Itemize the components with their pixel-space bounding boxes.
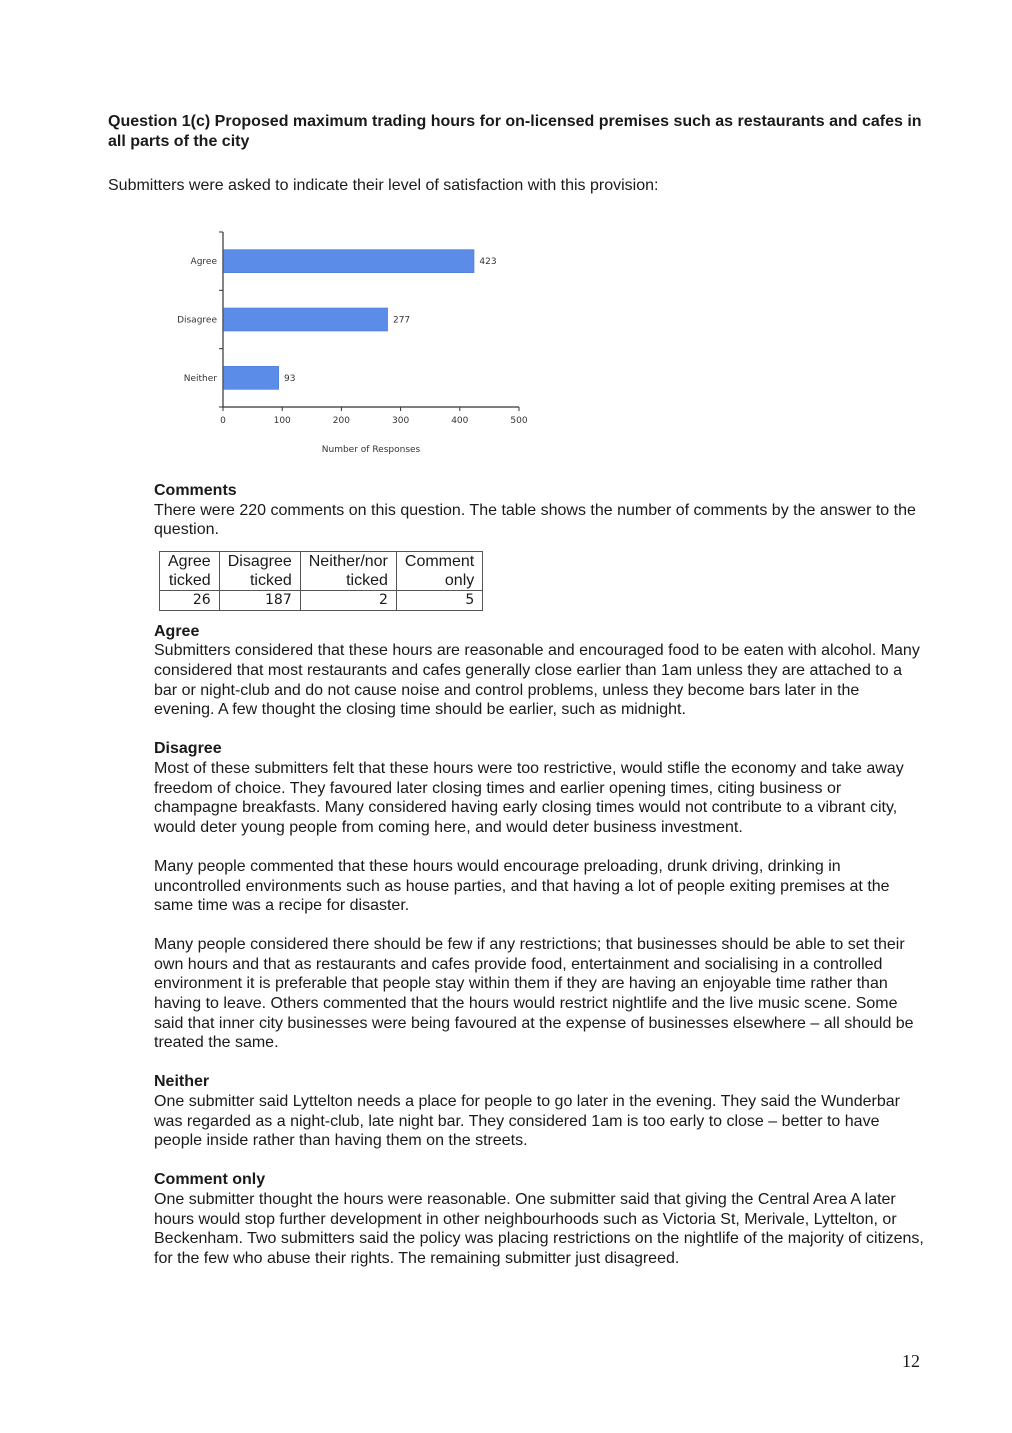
bar-neither [224,366,279,389]
section-disagree-paragraph-3: Many people considered there should be few if any restrictions; that businesses should be able to set their own hours and that as restaurants and cafes provide food, entertainment and socialising in a controlled environment it is preferable that people stay within them if they are having an enjoyable time rather than having to leave. Others commented that the hours would restrict nightlife and the live music scene. Some said that inner city businesses were being favoured at the expense of businesses elsewhere – all should be treated the same. [154,936,914,1052]
col-header-comment-only: Comment only [396,551,482,590]
bar-agree [224,250,474,273]
section-agree-paragraph: Submitters considered that these hours are reasonable and encouraged food to be eaten with alcohol. Many considered that most restaurants and cafes generally close earlier than 1am unless they are attached to a bar or night-club and do not cause noise and control problems, unless they become bars later in the evening. A few thought the closing time should be earlier, such as midnight. [154,642,920,719]
category-label: Agree [190,257,217,268]
cell-agree-count: 26 [160,590,220,610]
comments-table-header-row [160,551,483,590]
bar-disagree [224,308,388,331]
cell-neither-count: 2 [300,590,396,610]
comments-content [154,481,924,1268]
section-disagree-paragraph-2: Many people commented that these hours would encourage preloading, drunk driving, drinking in uncontrolled environments such as house parties, and that having a lot of people exiting premises at the same time was a recipe for disaster. [154,857,890,915]
section-disagree-paragraph-1: Most of these submitters felt that these hours were too restrictive, would stifle the economy and take away freedom of choice. They favoured later closing times and earlier opening times, citing business or champagne breakfasts. Many considered having early closing times would not contribute to a vibrant city, would deter young people from coming here, and would deter business investment. [154,759,904,836]
x-tick-label: 0 [220,416,226,426]
comments-table [159,551,483,611]
section-comment-only-paragraph: One submitter thought the hours were reasonable. One submitter said that giving the Central Area A later hours would stop further development in other neighbourhoods such as Victoria St, Merivale, Lyttelton, or Beckenham. Two submitters said the policy was placing restrictions on the nightlife of the majority of citizens, for the few who abuse their rights. The remaining submitter just disagreed. [154,1191,924,1267]
x-tick-label: 200 [332,416,350,426]
x-tick-label: 500 [510,416,528,426]
comments-text: There were 220 comments on this question. The table shows the number of comments by the answer to the question. [154,501,916,539]
page-number: 12 [902,1351,920,1371]
category-label: Neither [183,373,217,384]
category-label: Disagree [177,315,217,326]
cell-disagree-count: 187 [219,590,300,610]
col-header-neither: Neither/nor ticked [300,551,396,590]
x-tick-label: 300 [392,416,410,426]
x-tick-label: 100 [273,416,291,426]
x-axis-title: Number of Responses [321,445,421,455]
cell-comment-only-count: 5 [396,590,482,610]
section-neither-title: Neither [154,1073,210,1091]
intro-text: Submitters were asked to indicate their level of satisfaction with this provision: [108,177,659,194]
col-header-agree: Agree ticked [160,551,220,590]
section-neither-paragraph: One submitter said Lyttelton needs a place for people to go later in the evening. They said the Wunderbar was regarded as a night-club, late night bar. They considered 1am is too early to close – better to have people inside rather than having them on the streets. [154,1093,900,1150]
section-comment-only-title: Comment only [154,1171,266,1189]
col-header-disagree: Disagree ticked [219,551,300,590]
data-label: 423 [479,257,497,268]
comments-table-values-row [160,590,483,610]
question-heading: Question 1(c) Proposed maximum trading hours for on-licensed premises such as restaurants and cafes in all parts of the city [108,113,922,150]
comments-title: Comments [154,482,237,499]
section-disagree-title: Disagree [154,740,222,758]
data-label: 277 [392,315,411,326]
x-tick-label: 400 [451,416,469,426]
section-agree-title: Agree [154,622,200,640]
responses-bar-chart [160,222,540,462]
data-label: 93 [284,373,296,384]
